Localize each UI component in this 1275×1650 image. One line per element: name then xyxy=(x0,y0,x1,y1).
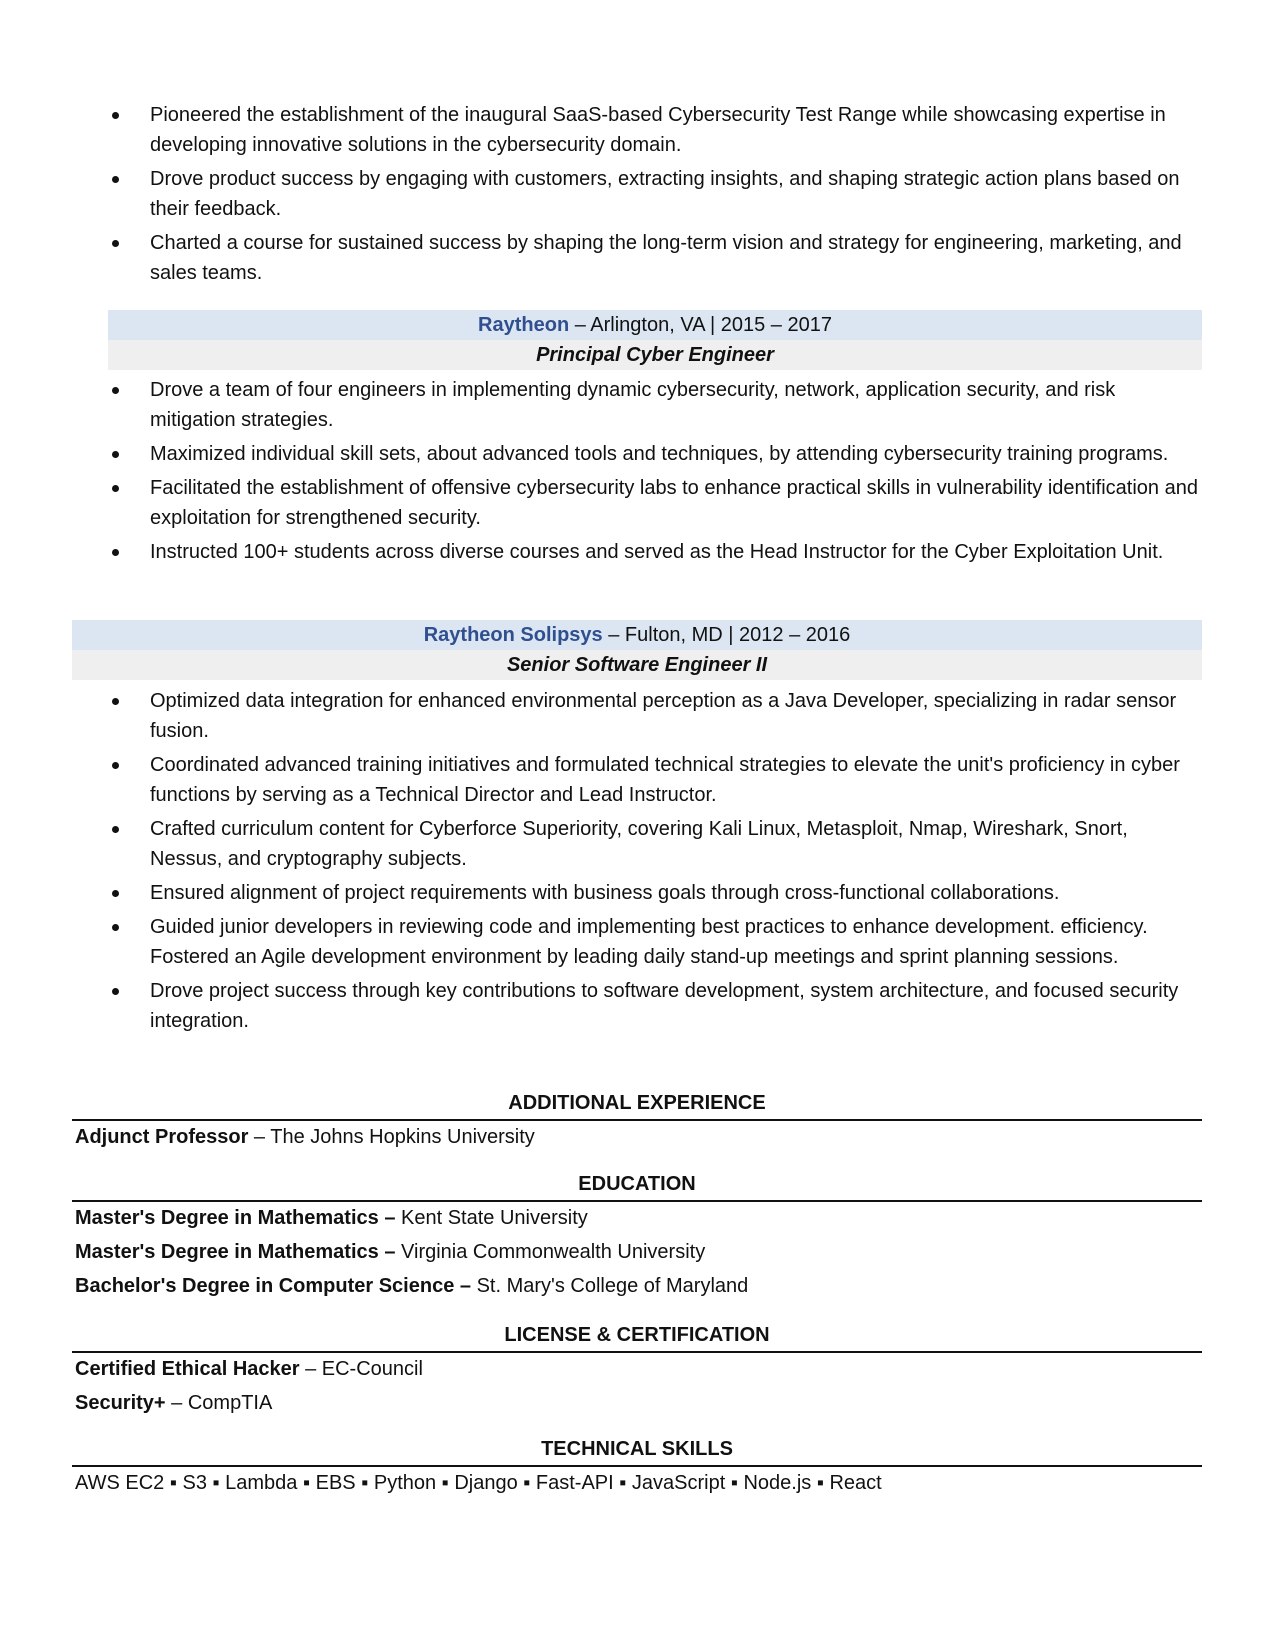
list-item xyxy=(0,878,1200,908)
bullet-icon xyxy=(112,988,119,995)
bullet-icon xyxy=(112,451,119,458)
list-item xyxy=(0,375,1200,435)
certification-name: Certified Ethical Hacker xyxy=(75,1358,300,1380)
bullet-text: Drove a team of four engineers in implementing dynamic cybersecurity, network, application security, and risk mitigation strategies. xyxy=(150,379,1116,431)
company-name: Raytheon xyxy=(478,314,570,336)
bullet-text: Pioneered the establishment of the inaugural SaaS-based Cybersecurity Test Range while showcasing expertise in developing innovative solutions in the cybersecurity domain. xyxy=(150,104,1166,156)
organization: – The Johns Hopkins University xyxy=(253,1126,535,1148)
education-entry xyxy=(75,1203,588,1233)
job-header-raytheon-solipsys xyxy=(72,620,1202,650)
list-item xyxy=(0,686,1200,746)
bullet-text: Instructed 100+ students across diverse courses and served as the Head Instructor for the Cyber Exploitation Unit. xyxy=(150,541,1164,563)
bullet-text: Facilitated the establishment of offensive cybersecurity labs to enhance practical skills in vulnerability identification and exploitation for strengthened security. xyxy=(150,477,1198,529)
job-header-raytheon xyxy=(108,310,1202,340)
list-item xyxy=(0,814,1200,874)
certification-entry xyxy=(75,1388,272,1418)
school: St. Mary's College of Maryland xyxy=(476,1275,749,1297)
degree: Master's Degree in Mathematics – xyxy=(75,1241,396,1263)
job-details: – Fulton, MD | 2012 – 2016 xyxy=(608,624,851,646)
list-item xyxy=(0,750,1200,810)
bullet-icon xyxy=(112,112,119,119)
certification-entry xyxy=(75,1354,423,1384)
bullet-text: Charted a course for sustained success by shaping the long-term vision and strategy for engineering, marketing, and sales teams. xyxy=(150,232,1182,284)
bullet-text: Coordinated advanced training initiatives and formulated technical strategies to elevate the unit's proficiency in cyber functions by serving as a Technical Director and Lead Instructor. xyxy=(150,754,1180,806)
list-item xyxy=(0,473,1200,533)
bullet-text: Ensured alignment of project requirements with business goals through cross-functional collaborations. xyxy=(150,882,1060,904)
bullet-text: Guided junior developers in reviewing code and implementing best practices to enhance development. efficiency. Fostered an Agile development environment by leading daily stand-up meetings and sprint planning sessions. xyxy=(150,916,1148,968)
bullet-text: Drove project success through key contributions to software development, system architecture, and focused security integration. xyxy=(150,980,1179,1032)
degree: Bachelor's Degree in Computer Science – xyxy=(75,1275,472,1297)
bullet-text: Optimized data integration for enhanced environmental perception as a Java Developer, specializing in radar sensor fusion. xyxy=(150,690,1177,742)
job-title: Senior Software Engineer II xyxy=(72,650,1202,680)
bullet-icon xyxy=(112,176,119,183)
bullet-icon xyxy=(112,762,119,769)
section-divider xyxy=(72,1351,1202,1353)
bullet-text: Crafted curriculum content for Cyberforce Superiority, covering Kali Linux, Metasploit, Nmap, Wireshark, Snort, Nessus, and cryptography subjects. xyxy=(150,818,1128,870)
education-entry xyxy=(75,1271,748,1301)
job1-bullet-list xyxy=(0,375,1275,571)
bullet-icon xyxy=(112,549,119,556)
intro-bullet-list xyxy=(0,100,1275,292)
bullet-icon xyxy=(112,387,119,394)
list-item xyxy=(0,228,1200,288)
bullet-icon xyxy=(112,485,119,492)
list-item xyxy=(0,100,1200,160)
company-name: Raytheon Solipsys xyxy=(423,624,603,646)
bullet-text: Maximized individual skill sets, about advanced tools and techniques, by attending cybersecurity training programs. xyxy=(150,443,1169,465)
bullet-icon xyxy=(112,240,119,247)
bullet-text: Drove product success by engaging with customers, extracting insights, and shaping strategic action plans based on their feedback. xyxy=(150,168,1180,220)
section-divider xyxy=(72,1200,1202,1202)
list-item xyxy=(0,537,1200,567)
certification-issuer: – EC-Council xyxy=(305,1358,423,1380)
degree: Master's Degree in Mathematics – xyxy=(75,1207,396,1229)
bullet-icon xyxy=(112,890,119,897)
list-item xyxy=(0,439,1200,469)
list-item xyxy=(0,164,1200,224)
bullet-icon xyxy=(112,698,119,705)
skills-list: AWS EC2 ▪ S3 ▪ Lambda ▪ EBS ▪ Python ▪ Django ▪ Fast-API ▪ JavaScript ▪ Node.js ▪ React xyxy=(75,1472,882,1494)
section-divider xyxy=(72,1119,1202,1121)
certification-name: Security+ xyxy=(75,1392,166,1414)
role-name: Adjunct Professor xyxy=(75,1126,249,1148)
additional-experience-entry xyxy=(75,1122,535,1152)
section-divider xyxy=(72,1465,1202,1467)
job-title: Principal Cyber Engineer xyxy=(108,340,1202,370)
job-details: – Arlington, VA | 2015 – 2017 xyxy=(574,314,832,336)
section-heading-technical-skills: TECHNICAL SKILLS xyxy=(541,1438,733,1460)
section-heading-certification: LICENSE & CERTIFICATION xyxy=(504,1324,770,1346)
bullet-icon xyxy=(112,924,119,931)
section-heading-additional-experience: ADDITIONAL EXPERIENCE xyxy=(508,1092,766,1114)
school: Kent State University xyxy=(401,1207,588,1229)
section-heading-education: EDUCATION xyxy=(578,1173,696,1195)
job2-bullet-list xyxy=(0,686,1275,1040)
certification-issuer: – CompTIA xyxy=(171,1392,273,1414)
list-item xyxy=(0,912,1200,972)
school: Virginia Commonwealth University xyxy=(401,1241,706,1263)
list-item xyxy=(0,976,1200,1036)
bullet-icon xyxy=(112,826,119,833)
education-entry xyxy=(75,1237,705,1267)
